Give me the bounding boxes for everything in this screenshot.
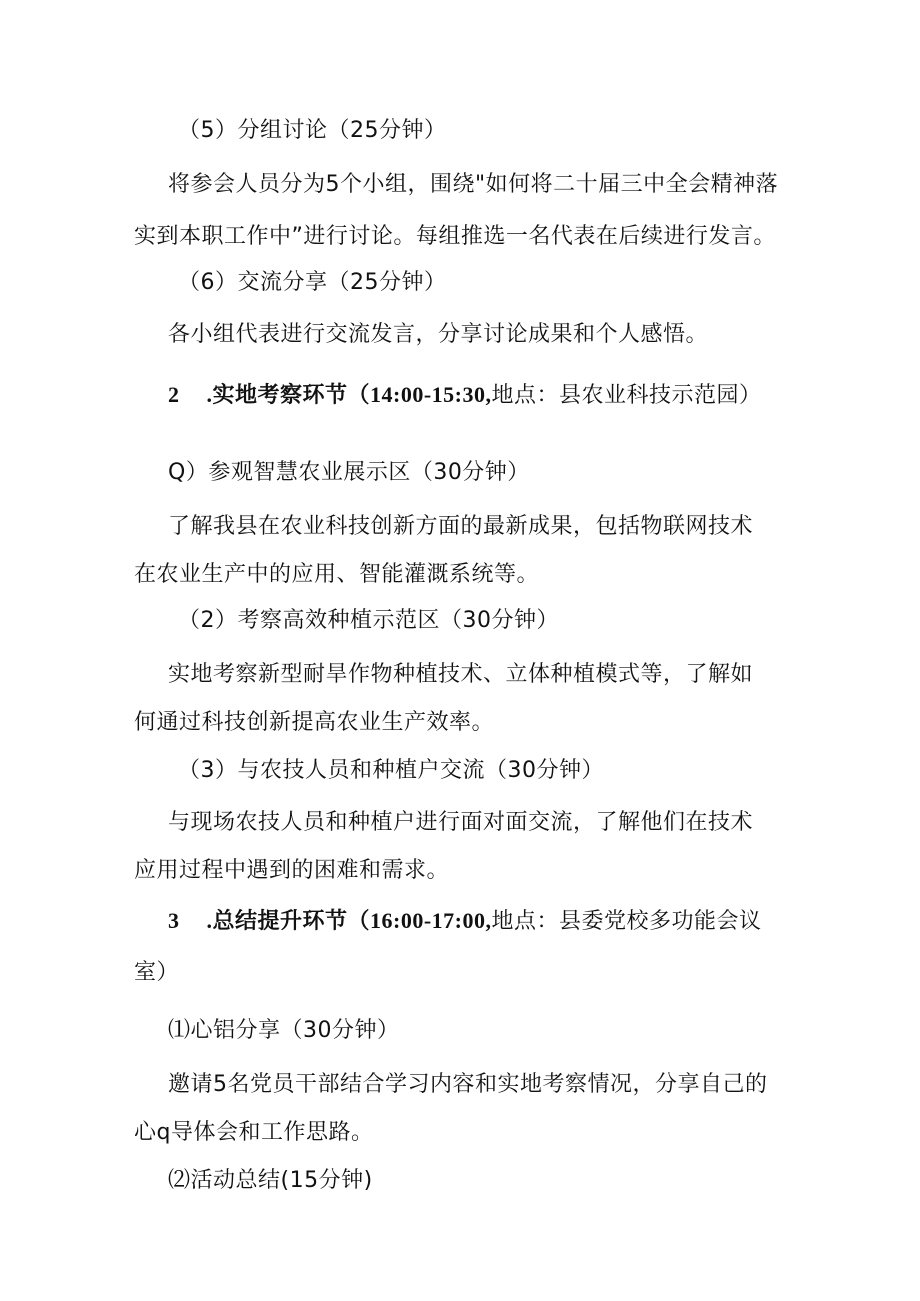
paragraph-planting-demo-line1: 实地考察新型耐旱作物种植技术、立体种植模式等，了解如 (168, 662, 754, 687)
section-heading-field-visit (168, 380, 762, 411)
section-title-part: .总结提升环节（ (206, 908, 371, 933)
section-time: 16:00-17:00, (370, 908, 492, 933)
item-group-discussion: （5）分组讨论（25分钟） (178, 118, 447, 143)
paragraph-smart-agriculture-line1: 了解我县在农业科技创新方面的最新成果，包括物联网技术 (168, 514, 754, 539)
item-smart-agriculture: Q）参观智慧农业展示区（30分钟） (168, 460, 530, 485)
item-activity-summary: ⑵活动总结(15分钟) (168, 1168, 373, 1193)
paragraph-exchange-sharing: 各小组代表进行交流发言，分享讨论成果和个人感悟。 (168, 322, 709, 347)
section-heading-summary (168, 906, 762, 937)
item-planting-demo: （2）考察高效种植示范区（30分钟） (178, 608, 559, 633)
section-number: 2 (168, 382, 180, 407)
item-exchange-sharing: （6）交流分享（25分钟） (178, 270, 447, 295)
section-location: 地点：县委党校多功能会议 (491, 909, 762, 934)
paragraph-technician-exchange-line2: 应用过程中遇到的困难和需求。 (134, 858, 450, 883)
paragraph-experience-sharing-line2: 心q导体会和工作思路。 (134, 1120, 374, 1145)
section-location: 地点：县农业科技示范园） (491, 383, 762, 408)
paragraph-group-discussion-line2: 实到本职工作中”进行讨论。每组推选一名代表在后续进行发言。 (134, 224, 776, 249)
item-technician-exchange: （3）与农技人员和种植户交流（30分钟） (178, 758, 604, 783)
paragraph-group-discussion-line1: 将参会人员分为5个小组，围绕"如何将二十届三中全会精神落 (168, 172, 779, 197)
paragraph-experience-sharing-line1: 邀请5名党员干部结合学习内容和实地考察情况，分享自己的 (168, 1072, 768, 1097)
section-title-part: .实地考察环节（ (206, 382, 371, 407)
paragraph-planting-demo-line2: 何通过科技创新提高农业生产效率。 (134, 710, 495, 735)
section-time: 14:00-15:30, (370, 382, 492, 407)
item-experience-sharing: ⑴心铝分享（30分钟） (168, 1018, 400, 1043)
paragraph-technician-exchange-line1: 与现场农技人员和种植户进行面对面交流，了解他们在技术 (168, 810, 754, 835)
section-heading-summary-cont: 室） (134, 960, 180, 985)
section-number: 3 (168, 908, 180, 933)
paragraph-smart-agriculture-line2: 在农业生产中的应用、智能灌溉系统等。 (134, 562, 540, 587)
